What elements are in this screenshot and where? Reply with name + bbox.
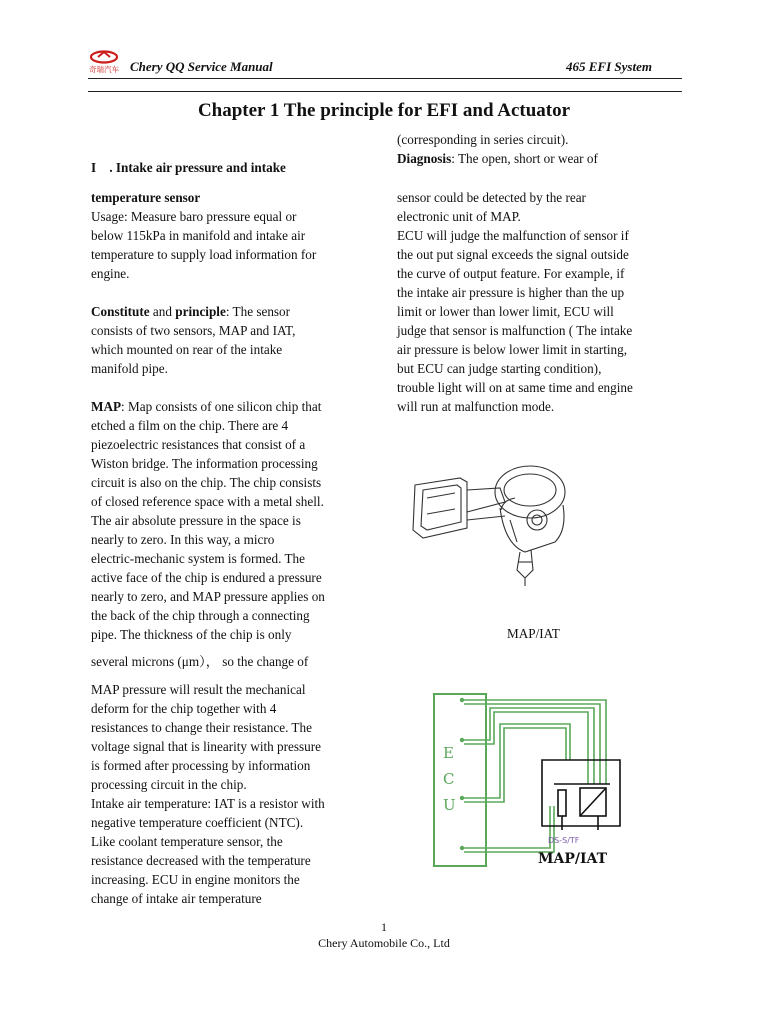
map-iat-sensor-illustration (405, 450, 580, 590)
map-line: circuit is also on the chip. The chip consists (91, 475, 322, 490)
map-line: Wiston bridge. The information processing (91, 456, 318, 471)
map-label: MAP (91, 399, 122, 414)
pressure-line: increasing. ECU in engine monitors the (91, 872, 300, 887)
pressure-line: deform for the chip together with 4 (91, 701, 277, 716)
map-line: active face of the chip is endured a pressure (91, 570, 322, 585)
map-line: of closed reference space with a metal shell. (91, 494, 324, 509)
diagnosis-line: sensor could be detected by the rear (397, 190, 586, 205)
pressure-line: MAP pressure will result the mechanical (91, 682, 306, 697)
constitute-line: consists of two sensors, MAP and IAT, (91, 323, 296, 338)
map-line: electric-mechanic system is formed. The (91, 551, 305, 566)
left-column (91, 158, 381, 908)
map-line: The air absolute pressure in the space is (91, 513, 301, 528)
ecu-letter: E (443, 744, 454, 762)
section-subheading: temperature sensor (91, 190, 201, 205)
diagnosis-line: electronic unit of MAP. (397, 209, 521, 224)
right-column (397, 130, 682, 416)
diagnosis-line: the out put signal exceeds the signal outside (397, 247, 629, 262)
diagnosis-line: the intake air pressure is higher than the up (397, 285, 625, 300)
diagnosis-line: but ECU can judge starting condition), (397, 361, 602, 376)
usage-line: below 115kPa in manifold and intake air (91, 228, 306, 243)
diagnosis-text: : The open, short or wear of (451, 151, 598, 166)
principle-label: principle (175, 304, 226, 319)
pressure-line: voltage signal that is linearity with pressure (91, 739, 321, 754)
map-paragraph (91, 397, 381, 416)
series-line: (corresponding in series circuit). (397, 132, 569, 147)
page-number: 1 (381, 920, 387, 934)
svg-text:奇瑞汽车: 奇瑞汽车 (89, 65, 119, 74)
constitute-text: : The sensor (225, 304, 291, 319)
pressure-line: resistances to change their resistance. The (91, 720, 312, 735)
part-number: DS-S/TF (548, 836, 580, 845)
map-line: nearly to zero. In this way, a micro (91, 532, 275, 547)
chery-logo-mark (88, 50, 134, 76)
chery-logo (88, 50, 134, 76)
diagnosis-line: the curve of output feature. For example, if (397, 266, 625, 281)
header-rule-thin (88, 91, 682, 92)
diagnosis-paragraph (397, 149, 682, 168)
constitute-and: and (149, 304, 176, 319)
ecu-letter: U (443, 796, 456, 814)
pressure-line: is formed after processing by information (91, 758, 311, 773)
diagnosis-line: limit or lower than lower limit, ECU will (397, 304, 614, 319)
constitute-line: which mounted on rear of the intake (91, 342, 283, 357)
usage-line: Usage: Measure baro pressure equal or (91, 209, 297, 224)
diagnosis-line: will run at malfunction mode. (397, 399, 555, 414)
map-line: piezoelectric resistances that consist of a (91, 437, 306, 452)
map-line: etched a film on the chip. There are 4 (91, 418, 289, 433)
map-text: : Map consists of one silicon chip that (121, 399, 322, 414)
constitute-line: manifold pipe. (91, 361, 168, 376)
diagram-caption: MAP/IAT (538, 851, 608, 867)
pressure-line: resistance decreased with the temperature (91, 853, 311, 868)
pressure-line: processing circuit in the chip. (91, 777, 247, 792)
map-line: pipe. The thickness of the chip is only (91, 627, 292, 642)
header-rule (88, 78, 682, 79)
section-title: 465 EFI System (566, 59, 652, 74)
ecu-letter: C (443, 770, 455, 788)
usage-line: engine. (91, 266, 130, 281)
wiring-diagram (430, 688, 630, 872)
constitute-label: Constitute (91, 304, 150, 319)
diagnosis-line: ECU will judge the malfunction of sensor if (397, 228, 629, 243)
diagnosis-label: Diagnosis (397, 151, 452, 166)
usage-line: temperature to supply load information for (91, 247, 317, 262)
pressure-line: Intake air temperature: IAT is a resistor with (91, 796, 325, 811)
constitute-paragraph (91, 302, 381, 321)
map-line: nearly to zero, and MAP pressure applies on (91, 589, 325, 604)
sensor-caption: MAP/IAT (507, 626, 560, 641)
pressure-line: negative temperature coefficient (NTC). (91, 815, 304, 830)
pressure-line: change of intake air temperature (91, 891, 262, 906)
diagnosis-line: judge that sensor is malfunction ( The intake (397, 323, 633, 338)
chapter-title: Chapter 1 The principle for EFI and Actuator (197, 100, 571, 121)
company-footer: Chery Automobile Co., Ltd (318, 936, 450, 950)
section-heading: I . Intake air pressure and intake (91, 160, 286, 175)
diagnosis-line: air pressure is below lower limit in starting, (397, 342, 628, 357)
pressure-line: Like coolant temperature sensor, the (91, 834, 283, 849)
map-line: the back of the chip through a connecting (91, 608, 310, 623)
diagnosis-line: trouble light will on at same time and engine (397, 380, 633, 395)
manual-title: Chery QQ Service Manual (130, 59, 273, 74)
microns-line: several microns (μm）， so the change of (91, 654, 309, 669)
